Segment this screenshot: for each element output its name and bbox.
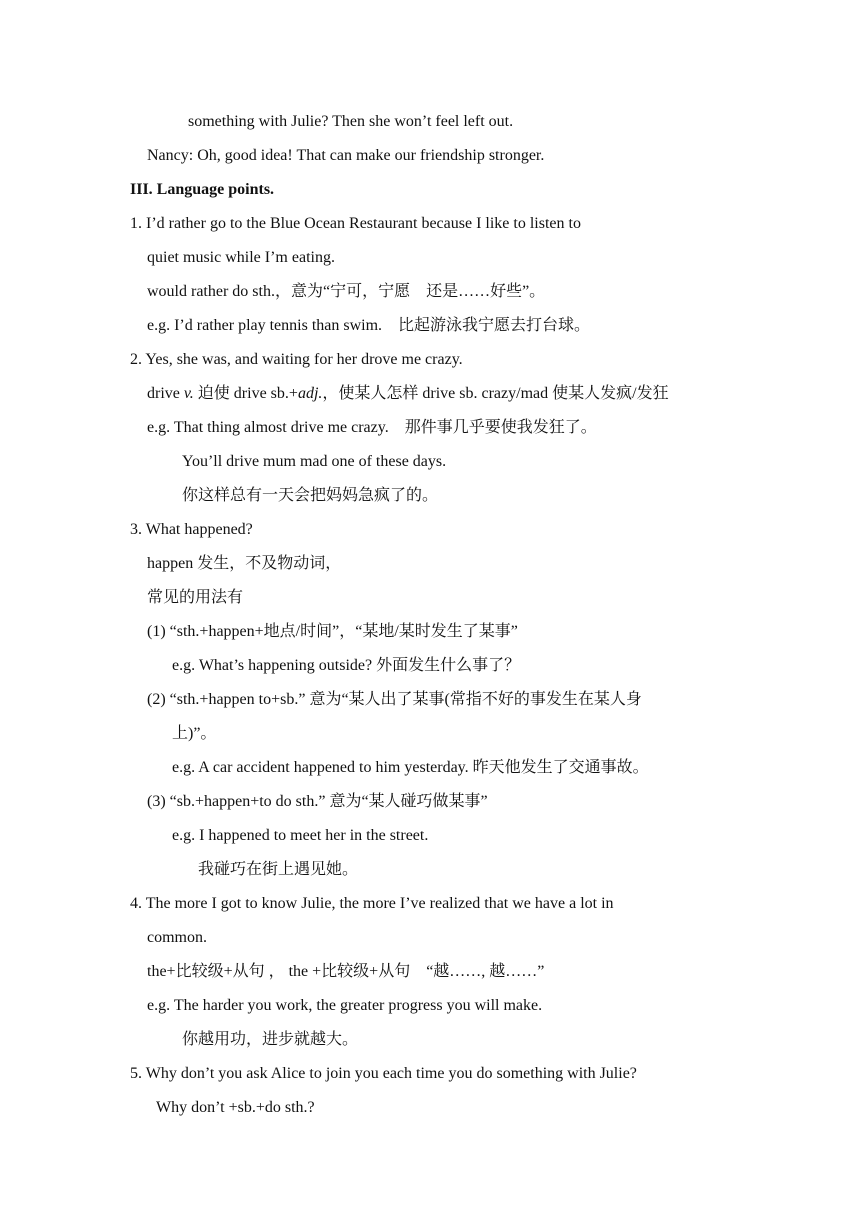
text-line: would rather do sth.，意为“宁可，宁愿 还是……好些”。 — [147, 283, 546, 300]
text-line: 常见的用法有 — [147, 589, 244, 606]
text-line: 我碰巧在街上遇见她。 — [198, 861, 359, 878]
text-line — [147, 384, 669, 404]
text-line: common. — [147, 929, 207, 946]
text-line: 4. The more I got to know Julie, the more I’ve realized that we have a lot in — [130, 895, 614, 912]
text-line: the+比较级+从句 ， the +比较级+从句 “越……, 越……” — [147, 963, 545, 980]
text-line: e.g. A car accident happened to him yesterday. 昨天他发生了交通事故。 — [172, 759, 649, 776]
text-run: drive — [147, 385, 184, 402]
text-line: 你越用功，进步就越大。 — [182, 1031, 359, 1048]
text-line: 3. What happened? — [130, 521, 253, 538]
text-line: e.g. I happened to meet her in the street. — [172, 827, 429, 844]
text-line: 你这样总有一天会把妈妈急疯了的。 — [182, 487, 439, 504]
text-line: 5. Why don’t you ask Alice to join you each time you do something with Julie? — [130, 1065, 637, 1082]
text-line: (1) “sth.+happen+地点/时间”，“某地/某时发生了某事” — [147, 623, 518, 640]
section-heading: III. Language points. — [130, 181, 275, 198]
text-line: (3) “sb.+happen+to do sth.” 意为“某人碰巧做某事” — [147, 793, 488, 810]
text-line: 1. I’d rather go to the Blue Ocean Restaurant because I like to listen to — [130, 215, 581, 232]
text-line: (2) “sth.+happen to+sb.” 意为“某人出了某事(常指不好的事发生在某人身 — [147, 691, 642, 708]
text-run: 迫使 drive sb.+ — [193, 385, 298, 402]
text-line: You’ll drive mum mad one of these days. — [182, 453, 447, 470]
italic-text-run: adj. — [297, 385, 323, 402]
text-line: 2. Yes, she was, and waiting for her drove me crazy. — [130, 351, 463, 368]
text-line: happen 发生，不及物动词， — [147, 555, 342, 572]
text-run: ，使某人怎样 drive sb. crazy/mad 使某人发疯/发狂 — [322, 385, 669, 402]
text-line: Nancy: Oh, good idea! That can make our friendship stronger. — [147, 147, 545, 164]
text-line: something with Julie? Then she won’t feel left out. — [188, 113, 514, 130]
text-line: Why don’t +sb.+do sth.? — [156, 1099, 315, 1116]
text-line: 上)”。 — [172, 725, 217, 742]
text-line: e.g. What’s happening outside? 外面发生什么事了？ — [172, 657, 521, 674]
text-line: e.g. That thing almost drive me crazy. 那件事几乎要使我发狂了。 — [147, 419, 597, 436]
text-line: e.g. I’d rather play tennis than swim. 比起游泳我宁愿去打台球。 — [147, 317, 591, 334]
text-line: e.g. The harder you work, the greater progress you will make. — [147, 997, 543, 1014]
text-line: quiet music while I’m eating. — [147, 249, 335, 266]
italic-text-run: v. — [183, 385, 194, 402]
